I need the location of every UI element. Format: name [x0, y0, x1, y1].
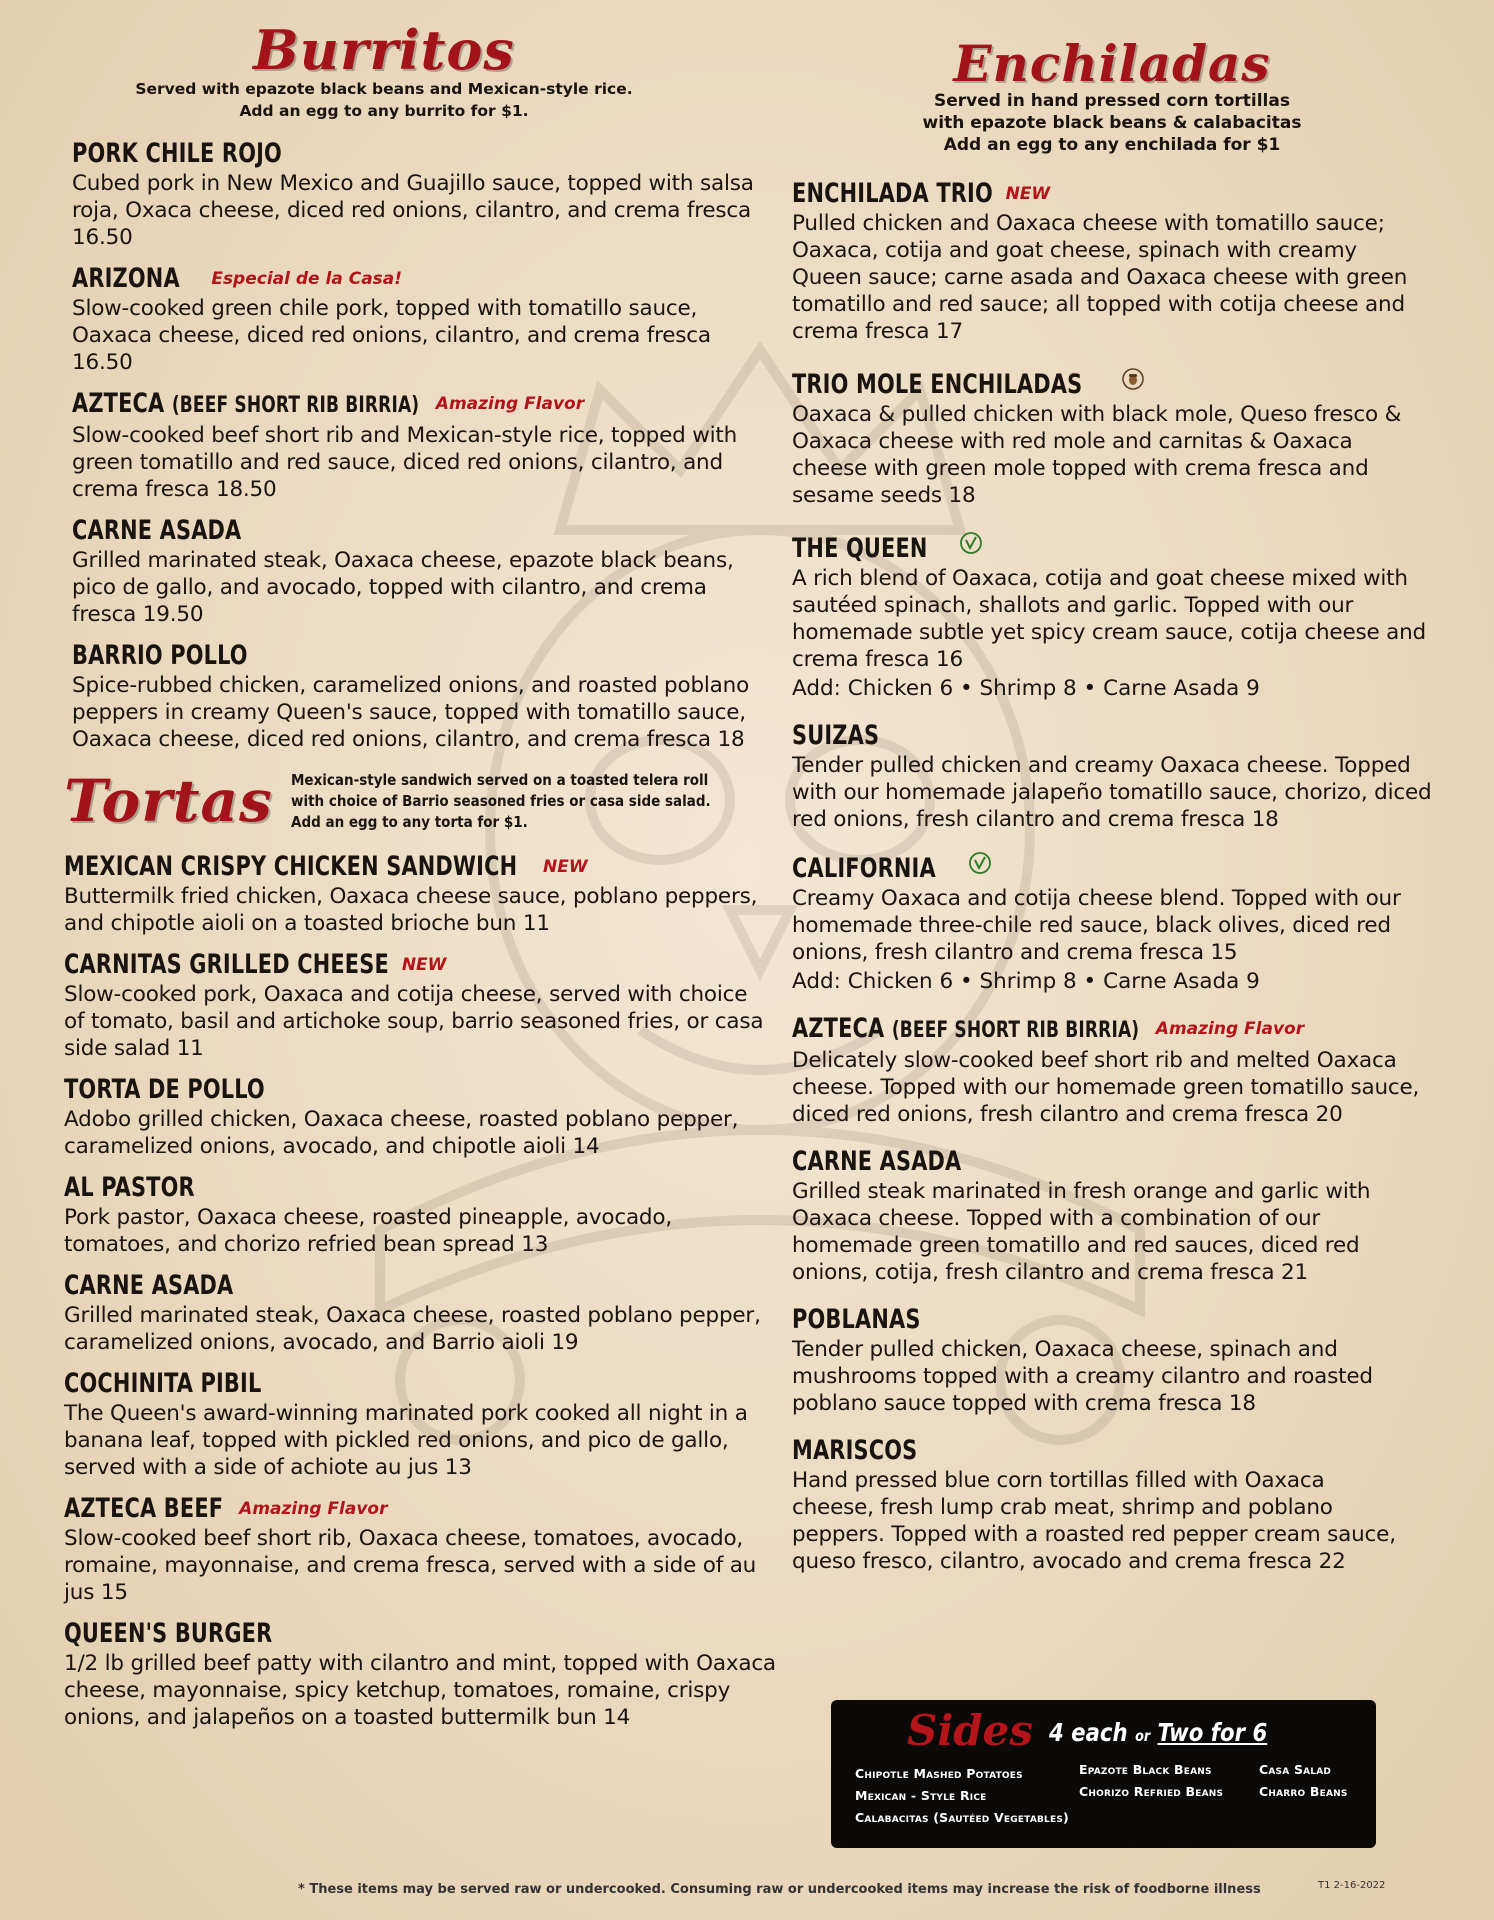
item-tag: NEW — [401, 955, 447, 975]
item-name: ARIZONA — [72, 263, 180, 294]
item-description: Slow-cooked beef short rib, Oaxaca cheese, tomatoes, avocado, romaine, mayonnaise, and crema fresca, served with a side of au jus 15 — [64, 1526, 757, 1605]
item-name-main: AZTECA — [72, 388, 165, 419]
item-name: POBLANAS — [792, 1304, 921, 1335]
nut-icon — [1121, 367, 1145, 391]
enchiladas-title: Enchiladas — [953, 34, 1271, 93]
menu-item — [792, 1435, 1432, 1575]
menu-item — [792, 1013, 1432, 1128]
menu-version-code: T1 2-16-2022 — [1318, 1880, 1386, 1891]
item-description: Creamy Oaxaca and cotija cheese blend. Topped with our homemade three-chile red sauce, black olives, diced red onions, fresh cilantro and crema fresca 15 — [792, 886, 1401, 965]
item-description: Cubed pork in New Mexico and Guajillo sauce, topped with salsa roja, Oxaca cheese, diced red onions, cilantro, and crema fresca 16.50 — [72, 171, 754, 250]
item-name: AL PASTOR — [64, 1172, 195, 1203]
vegetarian-icon — [959, 531, 983, 555]
sides-price — [1049, 1718, 1267, 1747]
item-name: AZTECA BEEF — [64, 1493, 224, 1524]
menu-item — [64, 949, 764, 1062]
item-description: Slow-cooked beef short rib and Mexican-style rice, topped with green tomatillo and red sauce, diced red onions, cilantro, and crema fresca 18.50 — [72, 423, 738, 502]
side-item: Calabacitas (Sautéed Vegetables) — [855, 1810, 1069, 1825]
item-name: MARISCOS — [792, 1435, 918, 1466]
menu-item — [64, 1618, 776, 1731]
item-description: Tender pulled chicken, Oaxaca cheese, spinach and mushrooms topped with a creamy cilantro and roasted poblano sauce topped with crema fresca 18 — [792, 1337, 1373, 1416]
side-item: Chorizo Refried Beans — [1079, 1784, 1224, 1799]
menu-item — [64, 1172, 764, 1258]
menu-item — [72, 263, 764, 376]
item-description: Pork pastor, Oaxaca cheese, roasted pineapple, avocado, tomatoes, and chorizo refried bean spread 13 — [64, 1205, 672, 1257]
item-name: TORTA DE POLLO — [64, 1074, 265, 1105]
item-tag: Amazing Flavor — [435, 394, 585, 414]
sides-box — [831, 1700, 1376, 1848]
item-name: THE QUEEN — [792, 533, 928, 564]
item-name: ENCHILADA TRIO — [792, 178, 993, 209]
burritos-subtitle-1: Served with epazote black beans and Mexican-style rice. — [135, 80, 633, 98]
burritos-subtitle-2: Add an egg to any burrito for $1. — [239, 102, 529, 120]
side-item: Casa Salad — [1259, 1762, 1332, 1777]
item-name: CALIFORNIA — [792, 853, 936, 884]
item-name: QUEEN'S BURGER — [64, 1618, 273, 1649]
menu-item — [64, 1493, 764, 1606]
menu-item — [792, 531, 1432, 702]
item-name: TRIO MOLE ENCHILADAS — [792, 369, 1083, 400]
left-column — [64, 18, 776, 1743]
menu-item — [792, 1146, 1432, 1286]
enchiladas-subtitle-1: Served in hand pressed corn tortillas — [934, 91, 1290, 111]
item-name — [72, 388, 419, 422]
item-description: Delicately slow-cooked beef short rib and melted Oaxaca cheese. Topped with our homemade green tomatillo sauce, diced red onions, fresh cilantro and crema fresca 20 — [792, 1048, 1420, 1127]
tortas-header — [64, 767, 764, 835]
side-item: Charro Beans — [1259, 1784, 1348, 1799]
price-two: Two for 6 — [1157, 1718, 1268, 1747]
menu-item — [72, 138, 764, 251]
item-name: MEXICAN CRISPY CHICKEN SANDWICH — [64, 851, 518, 882]
menu-item — [64, 1074, 764, 1160]
item-name: BARRIO POLLO — [72, 640, 248, 671]
menu-item — [72, 640, 764, 753]
item-addons: Add: Chicken 6 • Shrimp 8 • Carne Asada 9 — [792, 969, 1260, 994]
raw-food-disclaimer: * These items may be served raw or undercooked. Consuming raw or undercooked items may increase the risk of foodborne illness — [298, 1882, 1261, 1897]
item-description: Grilled marinated steak, Oaxaca cheese, epazote black beans, pico de gallo, and avocado, topped with cilantro, and crema fresca 19.50 — [72, 548, 734, 627]
side-item: Mexican - Style Rice — [855, 1788, 987, 1803]
burritos-list — [64, 138, 764, 753]
item-name: SUIZAS — [792, 720, 880, 751]
menu-item — [64, 1368, 764, 1481]
item-name: CARNITAS GRILLED CHEESE — [64, 949, 389, 980]
enchiladas-subtitle-3: Add an egg to any enchilada for $1 — [943, 135, 1281, 155]
tortas-list — [64, 851, 776, 1731]
item-name: CARNE ASADA — [64, 1270, 234, 1301]
item-name: CARNE ASADA — [792, 1146, 962, 1177]
item-description: Oaxaca & pulled chicken with black mole, Queso fresco & Oaxaca cheese with red mole and carnitas & Oaxaca cheese with green mole topped with crema fresca and sesame seeds 18 — [792, 402, 1402, 508]
item-description: Slow-cooked green chile pork, topped with tomatillo sauce, Oaxaca cheese, diced red onions, cilantro, and crema fresca 16.50 — [72, 296, 711, 375]
menu-item — [72, 388, 764, 503]
item-description: Slow-cooked pork, Oaxaca and cotija cheese, served with choice of tomato, basil and artichoke soup, barrio seasoned fries, or casa side salad 11 — [64, 982, 764, 1061]
burritos-title: Burritos — [253, 18, 515, 82]
sides-title: Sides — [907, 1706, 1034, 1755]
item-description: A rich blend of Oaxaca, cotija and goat cheese mixed with sautéed spinach, shallots and garlic. Topped with our homemade subtle yet spicy cream sauce, cotija cheese and crema fresca 16 — [792, 566, 1426, 672]
price-each: 4 each — [1049, 1718, 1128, 1747]
menu-item — [72, 515, 764, 628]
item-description: Adobo grilled chicken, Oaxaca cheese, roasted poblano pepper, caramelized onions, avocado, and chipotle aioli 14 — [64, 1107, 739, 1159]
item-addons: Add: Chicken 6 • Shrimp 8 • Carne Asada 9 — [792, 676, 1260, 701]
item-description: 1/2 lb grilled beef patty with cilantro and mint, topped with Oaxaca cheese, mayonnaise, spicy ketchup, tomatoes, romaine, crispy onions, and jalapeños on a toasted buttermilk bun 14 — [64, 1651, 776, 1730]
item-description: The Queen's award-winning marinated pork cooked all night in a banana leaf, topped with pickled red onions, and pico de gallo, served with a side of achiote au jus 13 — [64, 1401, 748, 1480]
item-name-paren: (BEEF SHORT RIB BIRRIA) — [171, 393, 420, 418]
menu-item — [64, 851, 764, 937]
enchiladas-subtitle-2: with epazote black beans & calabacitas — [922, 113, 1302, 133]
item-description: Hand pressed blue corn tortillas filled with Oaxaca cheese, fresh lump crab meat, shrimp and poblano peppers. Topped with a roasted red pepper cream sauce, queso fresco, cilantro, avocado and crema fresca 22 — [792, 1468, 1396, 1574]
side-item: Epazote Black Beans — [1079, 1762, 1212, 1777]
item-tag: Amazing Flavor — [239, 1499, 388, 1519]
item-description: Pulled chicken and Oaxaca cheese with tomatillo sauce; Oaxaca, cotija and goat cheese, spinach with creamy Queen sauce; carne asada and Oaxaca cheese with green tomatillo and red sauce; all topped with cotija cheese and crema fresca 17 — [792, 211, 1408, 344]
item-tag: Especial de la Casa! — [211, 269, 403, 289]
item-name-main: AZTECA — [792, 1013, 885, 1044]
item-name: PORK CHILE ROJO — [72, 138, 282, 169]
menu-item — [64, 1270, 764, 1356]
item-description: Spice-rubbed chicken, caramelized onions, and roasted poblano peppers in creamy Queen's sauce, topped with tomatillo sauce, Oaxaca cheese, diced red onions, cilantro, and crema fresca 18 — [72, 673, 750, 752]
item-description: Grilled marinated steak, Oaxaca cheese, roasted poblano pepper, caramelized onions, avocado, and Barrio aioli 19 — [64, 1303, 761, 1355]
item-name: CARNE ASADA — [72, 515, 242, 546]
item-name — [792, 1013, 1139, 1047]
item-tag: NEW — [1005, 184, 1051, 204]
menu-item — [792, 851, 1432, 995]
item-description: Grilled steak marinated in fresh orange and garlic with Oaxaca cheese. Topped with a combination of our homemade green tomatillo and red sauces, diced red onions, cotija, fresh cilantro and crema fresca 21 — [792, 1179, 1371, 1285]
tortas-subtitle: Mexican-style sandwich served on a toasted telera roll with choice of Barrio seasoned fries or casa side salad. Add an egg to any torta for $1. — [290, 770, 711, 831]
tortas-title: Tortas — [64, 767, 273, 835]
item-description: Buttermilk fried chicken, Oaxaca cheese sauce, poblano peppers, and chipotle aioli on a toasted brioche bun 11 — [64, 884, 758, 936]
item-name: COCHINITA PIBIL — [64, 1368, 262, 1399]
right-column — [792, 34, 1432, 1587]
menu-item — [792, 367, 1432, 509]
menu-item — [792, 720, 1432, 833]
menu-item — [792, 178, 1432, 345]
item-name-paren: (BEEF SHORT RIB BIRRIA) — [891, 1018, 1140, 1043]
vegetarian-icon — [968, 851, 992, 875]
item-tag: NEW — [543, 857, 588, 877]
side-item: Chipotle Mashed Potatoes — [855, 1766, 1023, 1781]
menu-item — [792, 1304, 1432, 1417]
enchiladas-list — [792, 178, 1432, 1575]
item-tag: Amazing Flavor — [1155, 1019, 1305, 1039]
price-or: or — [1135, 1727, 1151, 1745]
item-description: Tender pulled chicken and creamy Oaxaca cheese. Topped with our homemade jalapeño tomatillo sauce, chorizo, diced red onions, fresh cilantro and crema fresca 18 — [792, 753, 1432, 832]
